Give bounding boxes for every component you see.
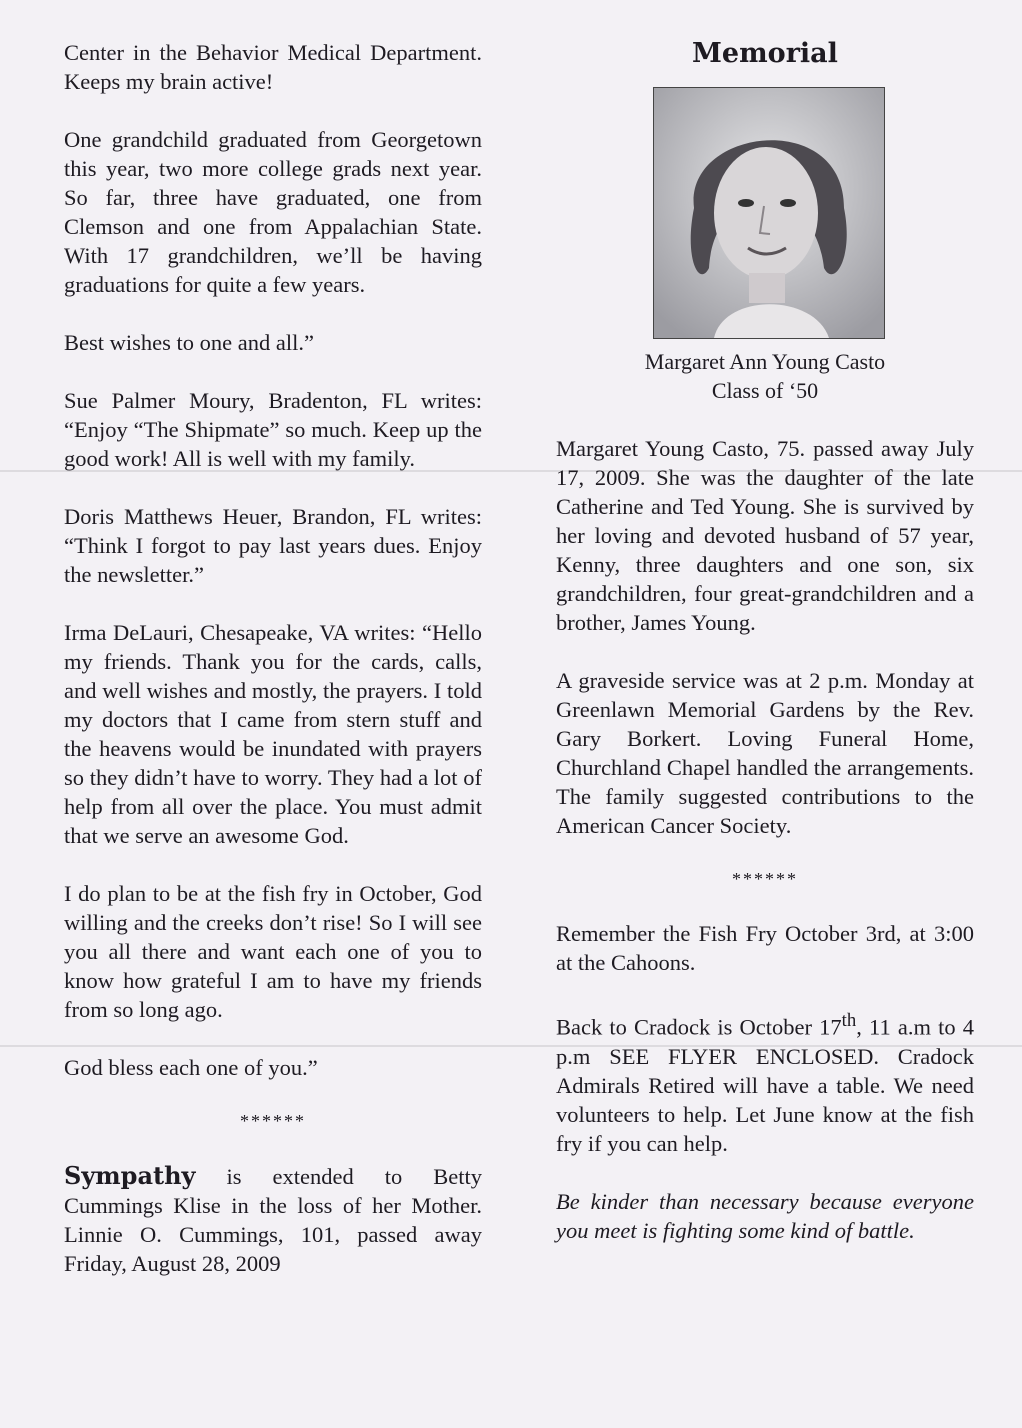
paragraph: Center in the Behavior Medical Department. Keeps my brain active! bbox=[64, 40, 482, 94]
memorial-heading: Memorial bbox=[692, 38, 838, 69]
paragraph: Irma DeLauri, Chesapeake, VA writes: “Hello my friends. Thank you for the cards, calls, and well wishes and mostly, the prayers. I told my doctors that I came from stern stuff and the heavens would be inundated with prayers so they didn’t have to worry. They had a lot of help from all over the place. You must admit that we serve an awesome God. bbox=[64, 620, 482, 848]
caption-name: Margaret Ann Young Casto bbox=[644, 349, 886, 374]
paragraph: One grandchild graduated from Georgetown this year, two more college grads next year. So far, three have graduated, one from Clemson and one from Appalachian State. With 17 grandchildren, we’ll be having graduations for quite a few years. bbox=[64, 127, 482, 297]
photo-caption bbox=[556, 347, 974, 405]
left-column bbox=[64, 38, 482, 1307]
section-divider: ****** bbox=[240, 1111, 306, 1131]
paragraph: Doris Matthews Heuer, Brandon, FL writes: “Think I forgot to pay last years dues. Enjoy the newsletter.” bbox=[64, 504, 482, 587]
caption-class: Class of ‘50 bbox=[711, 378, 819, 403]
paragraph: A graveside service was at 2 p.m. Monday at Greenlawn Memorial Gardens by the Rev. Gary Borkert. Loving Funeral Home, Churchland Chapel handled the arrangements. The family suggested contributions to the American Cancer Society. bbox=[556, 668, 974, 838]
paragraph bbox=[556, 1006, 974, 1158]
cradock-text-rest: , 11 a.m to 4 p.m SEE FLYER ENCLOSED. Cradock Admirals Retired will have a table. We need volunteers to help. Let June know at the fish fry if you can help. bbox=[556, 1014, 975, 1156]
paragraph: Best wishes to one and all.” bbox=[64, 330, 314, 355]
closing-quote: Be kinder than necessary because everyone you meet is fighting some kind of battle. bbox=[556, 1188, 974, 1243]
sympathy-label: Sympathy bbox=[64, 1161, 196, 1190]
right-column bbox=[556, 38, 974, 1274]
paragraph: Margaret Young Casto, 75. passed away July 17, 2009. She was the daughter of the late Catherine and Ted Young. She is survived by her loving and devoted husband of 57 year, Kenny, three daughters and one son, six grandchildren, four great-grandchildren and a brother, James Young. bbox=[556, 436, 974, 635]
cradock-text: Back to Cradock is October 17 bbox=[556, 1014, 842, 1040]
sympathy-paragraph bbox=[64, 1161, 482, 1278]
sympathy-text: is extended to Betty Cummings Klise in the loss of her Mother. Linnie O. Cummings, 101, passed away Friday, August 28, 2009 bbox=[64, 1164, 482, 1276]
portrait-image bbox=[654, 88, 884, 338]
paragraph: Remember the Fish Fry October 3rd, at 3:00 at the Cahoons. bbox=[556, 921, 974, 975]
paragraph: God bless each one of you.” bbox=[64, 1055, 318, 1080]
memorial-photo bbox=[653, 87, 885, 339]
paragraph: I do plan to be at the fish fry in October, God willing and the creeks don’t rise! So I will see you all there and want each one of you to know how grateful I am to have my friends from so long ago. bbox=[64, 881, 482, 1022]
section-divider: ****** bbox=[732, 869, 798, 889]
ordinal-suffix: th bbox=[841, 1010, 857, 1031]
paragraph: Sue Palmer Moury, Bradenton, FL writes: “Enjoy “The Shipmate” so much. Keep up the good work! All is well with my family. bbox=[64, 388, 482, 471]
